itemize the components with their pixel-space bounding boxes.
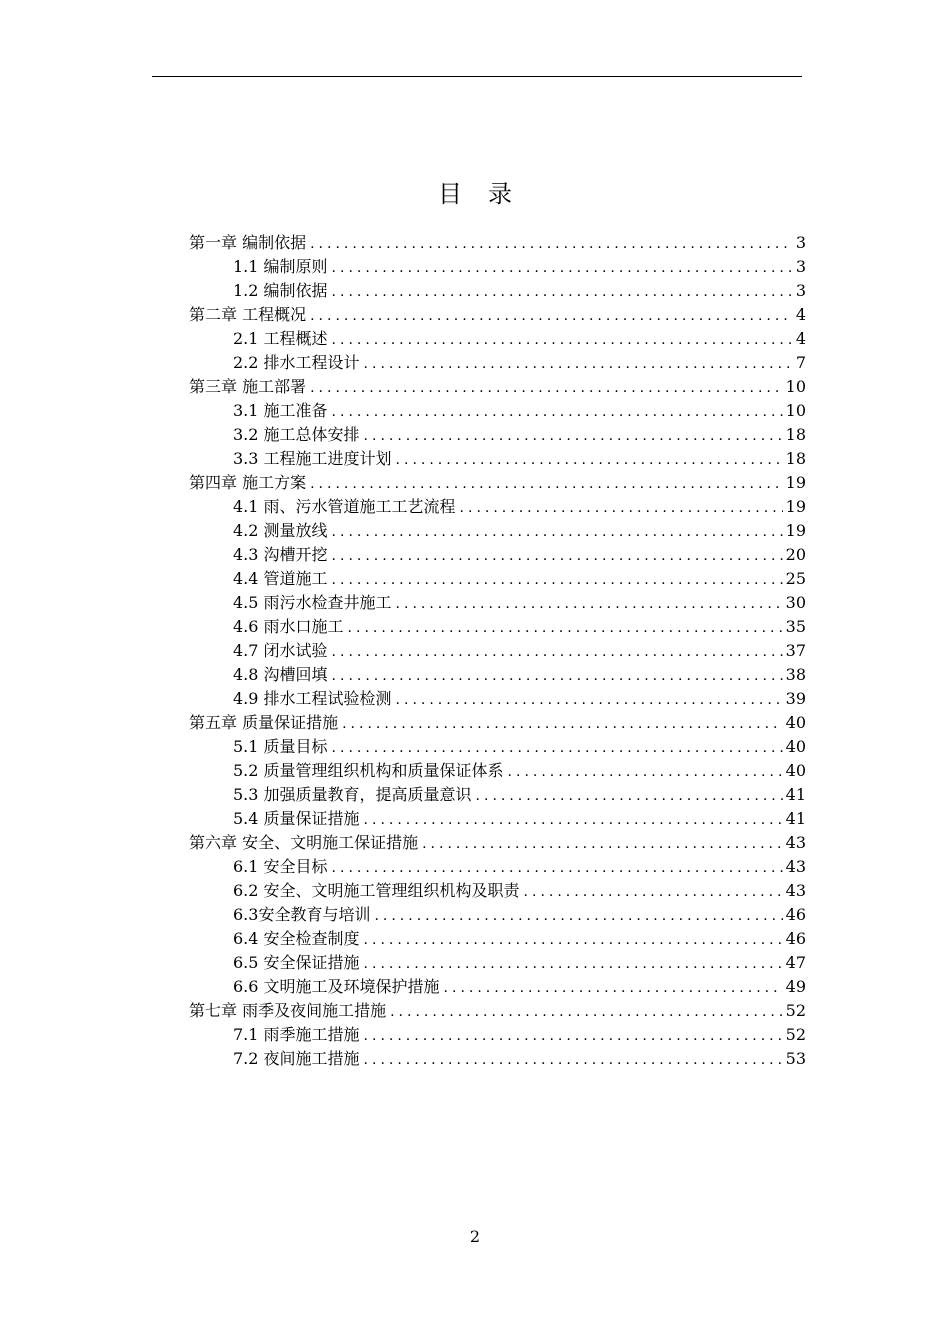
toc-dot-leader [364,952,783,976]
toc-chapter-entry[interactable] [189,711,806,735]
toc-entry-page: 4 [795,329,806,348]
toc-entry-page: 38 [785,665,806,684]
toc-entry-label: 4.4 管道施工 [233,569,328,588]
toc-entry-label: 7.2 夜间施工措施 [233,1049,360,1068]
toc-entry-label: 第七章 雨季及夜间施工措施 [189,1001,387,1020]
toc-entry-label: 2.1 工程概述 [233,329,328,348]
toc-entry-page: 19 [785,521,806,540]
toc-entry-page: 18 [785,425,806,444]
toc-dot-leader [332,736,783,760]
toc-entry-label: 第一章 编制依据 [189,233,307,252]
toc-entry-page: 40 [785,761,806,780]
toc-dot-leader [396,592,783,616]
toc-section-entry[interactable] [189,735,806,759]
toc-dot-leader [332,544,783,568]
toc-entry-label: 1.1 编制原则 [233,257,328,276]
toc-entry-label: 4.1 雨、污水管道施工工艺流程 [233,497,456,516]
toc-entry-label: 4.5 雨污水检查井施工 [233,593,392,612]
toc-dot-leader [390,1000,783,1024]
toc-section-entry[interactable] [189,639,806,663]
toc-section-entry[interactable] [189,783,806,807]
toc-entry-label: 2.2 排水工程设计 [233,353,360,372]
toc-dot-leader [332,256,793,280]
toc-section-entry[interactable] [189,447,806,471]
toc-entry-page: 39 [785,689,806,708]
toc-entry-label: 4.2 测量放线 [233,521,328,540]
toc-entry-label: 7.1 雨季施工措施 [233,1025,360,1044]
toc-dot-leader [342,712,783,736]
toc-section-entry[interactable] [189,327,806,351]
toc-section-entry[interactable] [189,663,806,687]
toc-section-entry[interactable] [189,927,806,951]
toc-entry-page: 18 [785,449,806,468]
toc-entry-page: 43 [785,857,806,876]
toc-dot-leader [364,352,793,376]
toc-entry-label: 1.2 编制依据 [233,281,328,300]
toc-section-entry[interactable] [189,615,806,639]
toc-entry-page: 47 [785,953,806,972]
toc-dot-leader [332,328,793,352]
toc-dot-leader [396,688,783,712]
toc-entry-label: 第五章 质量保证措施 [189,713,339,732]
toc-dot-leader [460,496,783,520]
toc-chapter-entry[interactable] [189,303,806,327]
toc-dot-leader [524,880,783,904]
toc-entry-label: 6.4 安全检查制度 [233,929,360,948]
toc-entry-page: 52 [785,1001,806,1020]
toc-entry-label: 第二章 工程概况 [189,305,307,324]
toc-entry-label: 第六章 安全、文明施工保证措施 [189,833,419,852]
toc-entry-page: 53 [785,1049,806,1068]
toc-dot-leader [364,1024,783,1048]
toc-entry-page: 43 [785,881,806,900]
toc-entry-page: 46 [785,929,806,948]
toc-entry-page: 49 [785,977,806,996]
toc-section-entry[interactable] [189,1023,806,1047]
toc-entry-label: 6.1 安全目标 [233,857,328,876]
toc-entry-label: 3.2 施工总体安排 [233,425,360,444]
toc-dot-leader [396,448,783,472]
toc-entry-page: 25 [785,569,806,588]
toc-entry-page: 40 [785,737,806,756]
toc-entry-page: 41 [785,785,806,804]
toc-entry-page: 20 [785,545,806,564]
toc-dot-leader [348,616,783,640]
toc-title: 目录 [438,180,538,208]
toc-entry-label: 5.4 质量保证措施 [233,809,360,828]
toc-dot-leader [508,760,783,784]
toc-entry-page: 10 [785,377,806,396]
toc-entry-page: 30 [785,593,806,612]
toc-entry-page: 3 [795,233,806,252]
toc-dot-leader [332,568,783,592]
toc-section-entry[interactable] [189,399,806,423]
toc-dot-leader [332,856,783,880]
toc-entry-page: 35 [785,617,806,636]
toc-section-entry[interactable] [189,543,806,567]
toc-entry-page: 19 [785,473,806,492]
toc-section-entry[interactable] [189,1047,806,1071]
toc-dot-leader [310,472,783,496]
toc-dot-leader [310,232,793,256]
toc-entry-page: 52 [785,1025,806,1044]
table-of-contents [189,231,806,1071]
toc-entry-label: 6.3安全教育与培训 [233,905,371,924]
toc-section-entry[interactable] [189,879,806,903]
header-rule [152,76,802,77]
toc-entry-page: 43 [785,833,806,852]
toc-entry-label: 5.1 质量目标 [233,737,328,756]
toc-chapter-entry[interactable] [189,831,806,855]
toc-dot-leader [332,640,783,664]
toc-entry-label: 5.3 加强质量教育，提高质量意识 [233,785,472,804]
toc-section-entry[interactable] [189,495,806,519]
toc-entry-label: 4.7 闭水试验 [233,641,328,660]
toc-entry-label: 6.2 安全、文明施工管理组织机构及职责 [233,881,520,900]
toc-entry-page: 46 [785,905,806,924]
toc-dot-leader [364,808,783,832]
toc-dot-leader [364,424,783,448]
toc-entry-label: 4.6 雨水口施工 [233,617,344,636]
toc-chapter-entry[interactable] [189,999,806,1023]
toc-dot-leader [422,832,783,856]
toc-section-entry[interactable] [189,279,806,303]
toc-section-entry[interactable] [189,255,806,279]
toc-section-entry[interactable] [189,519,806,543]
toc-entry-page: 3 [795,281,806,300]
toc-dot-leader [332,400,783,424]
toc-entry-page: 41 [785,809,806,828]
toc-section-entry[interactable] [189,423,806,447]
toc-section-entry[interactable] [189,951,806,975]
toc-section-entry[interactable] [189,975,806,999]
toc-dot-leader [444,976,783,1000]
toc-entry-label: 5.2 质量管理组织机构和质量保证体系 [233,761,504,780]
toc-section-entry[interactable] [189,687,806,711]
toc-entry-page: 4 [795,305,806,324]
toc-entry-page: 10 [785,401,806,420]
toc-section-entry[interactable] [189,591,806,615]
toc-chapter-entry[interactable] [189,231,806,255]
toc-dot-leader [310,376,783,400]
toc-dot-leader [332,664,783,688]
toc-section-entry[interactable] [189,567,806,591]
toc-section-entry[interactable] [189,903,806,927]
toc-dot-leader [364,1048,783,1072]
toc-entry-label: 6.6 文明施工及环境保护措施 [233,977,440,996]
toc-chapter-entry[interactable] [189,471,806,495]
toc-entry-label: 第三章 施工部署 [189,377,307,396]
toc-chapter-entry[interactable] [189,375,806,399]
toc-entry-label: 第四章 施工方案 [189,473,307,492]
toc-section-entry[interactable] [189,759,806,783]
toc-dot-leader [364,928,783,952]
toc-dot-leader [374,904,782,928]
page-number: 2 [469,1227,481,1246]
toc-dot-leader [310,304,793,328]
toc-section-entry[interactable] [189,807,806,831]
toc-entry-page: 40 [785,713,806,732]
toc-entry-page: 7 [795,353,806,372]
toc-entry-label: 4.8 沟槽回填 [233,665,328,684]
toc-entry-label: 4.3 沟槽开挖 [233,545,328,564]
toc-entry-label: 4.9 排水工程试验检测 [233,689,392,708]
toc-entry-page: 37 [785,641,806,660]
toc-section-entry[interactable] [189,351,806,375]
toc-entry-page: 3 [795,257,806,276]
toc-dot-leader [332,280,793,304]
toc-section-entry[interactable] [189,855,806,879]
toc-dot-leader [332,520,783,544]
toc-dot-leader [476,784,783,808]
toc-entry-label: 6.5 安全保证措施 [233,953,360,972]
toc-entry-label: 3.3 工程施工进度计划 [233,449,392,468]
toc-entry-label: 3.1 施工准备 [233,401,328,420]
toc-entry-page: 19 [785,497,806,516]
